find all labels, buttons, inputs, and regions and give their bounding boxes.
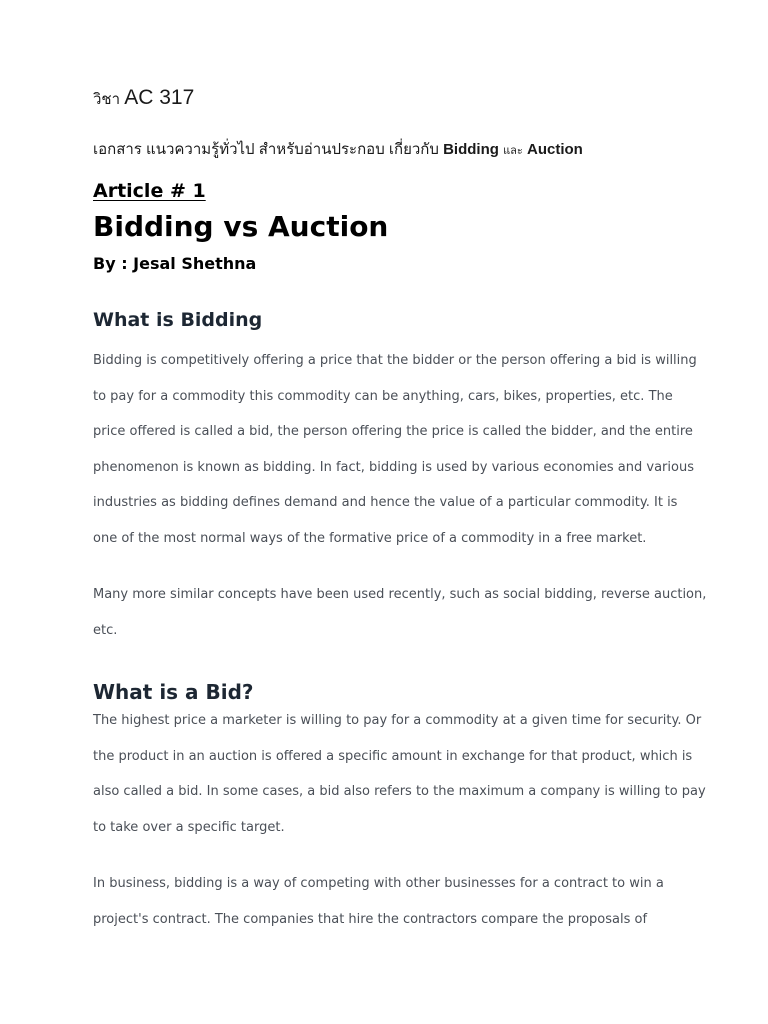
paragraph-line: Bidding is competitively offering a price that the bidder or the person offering a bid is willing bbox=[93, 353, 697, 368]
paragraph-line: also called a bid. In some cases, a bid also refers to the maximum a company is willing to pay bbox=[93, 784, 706, 799]
document-description bbox=[93, 137, 583, 161]
course-prefix: วิชา bbox=[93, 91, 121, 108]
paragraph bbox=[93, 712, 706, 854]
paragraph-line: to pay for a commodity this commodity can be anything, cars, bikes, properties, etc. The bbox=[93, 388, 673, 404]
article-byline: By : Jesal Shethna bbox=[93, 254, 257, 273]
paragraph bbox=[93, 586, 707, 657]
paragraph-line: Many more similar concepts have been used recently, such as social bidding, reverse auction, bbox=[93, 587, 707, 602]
paragraph-line: industries as bidding defines demand and hence the value of a particular commodity. It is bbox=[93, 495, 678, 510]
doc-desc-bidding: Bidding bbox=[443, 141, 499, 158]
paragraph bbox=[93, 875, 683, 946]
paragraph bbox=[93, 352, 697, 565]
doc-desc-and: และ bbox=[503, 145, 523, 157]
section-heading: What is a Bid? bbox=[93, 680, 254, 704]
paragraph-line: the product in an auction is offered a specific amount in exchange for that product, which is bbox=[93, 748, 693, 764]
course-code: AC 317 bbox=[124, 86, 195, 109]
article-number: Article # 1 bbox=[93, 180, 206, 202]
paragraph-line: etc. bbox=[93, 622, 118, 638]
section-heading: What is Bidding bbox=[93, 309, 263, 331]
paragraph-line: phenomenon is known as bidding. In fact, bidding is used by various economies and various bbox=[93, 459, 694, 475]
paragraph-line: price offered is called a bid, the person offering the price is called the bidder, and the entire bbox=[93, 424, 693, 439]
doc-desc-auction: Auction bbox=[527, 141, 583, 158]
paragraph-line: The highest price a marketer is willing to pay for a commodity at a given time for security. Or bbox=[93, 713, 702, 728]
paragraph-line: to take over a specific target. bbox=[93, 819, 285, 835]
article-title: Bidding vs Auction bbox=[93, 210, 389, 243]
paragraph-line: project's contract. The companies that hire the contractors compare the proposals of bbox=[93, 911, 648, 927]
doc-desc-thai: เอกสาร แนวความรู้ทั่วไป สำหรับอ่านประกอบ เกี่ยวกับ bbox=[93, 141, 439, 158]
paragraph-line: In business, bidding is a way of competing with other businesses for a contract to win a bbox=[93, 876, 664, 891]
paragraph-line: one of the most normal ways of the formative price of a commodity in a free market. bbox=[93, 530, 647, 546]
course-title bbox=[93, 86, 194, 111]
